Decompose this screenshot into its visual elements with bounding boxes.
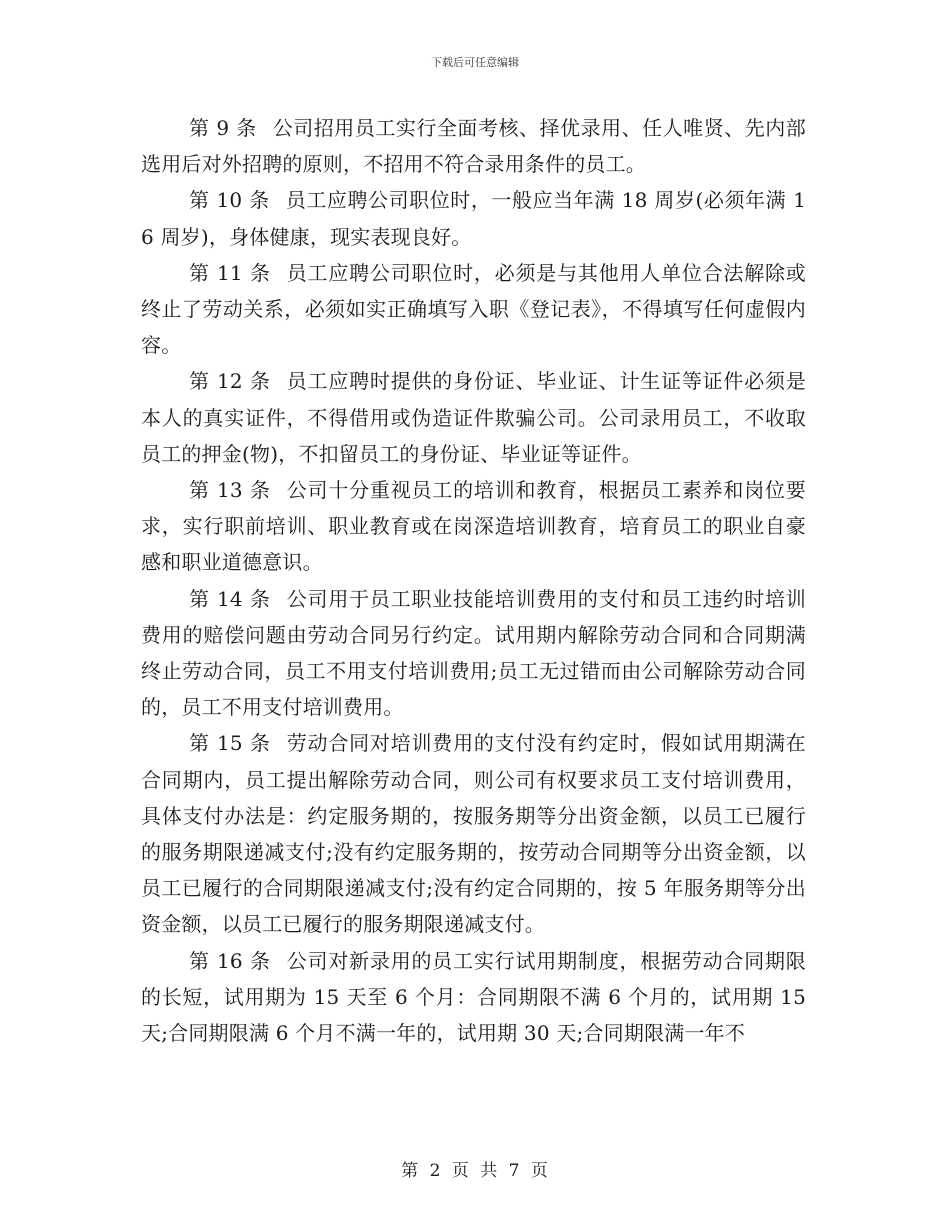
article-text: 公司招用员工实行全面考核、择优录用、任人唯贤、先内部选用后对外招聘的原则，不招用不符合录用条件的员工。 bbox=[141, 116, 806, 177]
article-15 bbox=[141, 725, 806, 942]
article-number: 第 12 条 bbox=[189, 369, 271, 394]
page-footer-prefix: 第 bbox=[401, 1161, 420, 1181]
page-unit: 页 bbox=[451, 1161, 470, 1181]
page-footer bbox=[0, 1156, 950, 1181]
article-12 bbox=[141, 363, 806, 472]
article-9 bbox=[141, 110, 806, 182]
article-text: 员工应聘公司职位时，一般应当年满 18 周岁(必须年满 16 周岁)，身体健康，现实表现良好。 bbox=[141, 188, 806, 249]
article-number: 第 11 条 bbox=[189, 260, 271, 285]
total-pages-number: 7 bbox=[508, 1161, 521, 1181]
article-text: 公司十分重视员工的培训和教育，根据员工素养和岗位要求，实行职前培训、职业教育或在岗深造培训教育，培育员工的职业自豪感和职业道德意识。 bbox=[141, 478, 806, 575]
article-number: 第 9 条 bbox=[189, 116, 257, 140]
article-number: 第 10 条 bbox=[189, 188, 270, 213]
article-number: 第 16 条 bbox=[189, 948, 271, 973]
article-text: 公司对新录用的员工实行试用期制度，根据劳动合同期限的长短，试用期为 15 天至 6 个月：合同期限不满 6 个月的，试用期 15 天;合同期限满 6 个月不满一年的，试用期 30 天;合同期限满一年不 bbox=[141, 948, 806, 1046]
article-number: 第 13 条 bbox=[189, 478, 271, 503]
article-11 bbox=[141, 255, 806, 364]
article-text: 员工应聘时提供的身份证、毕业证、计生证等证件必须是本人的真实证件，不得借用或伪造证件欺骗公司。公司录用员工，不收取员工的押金(物)，不扣留员工的身份证、毕业证等证件。 bbox=[141, 369, 806, 466]
article-number: 第 15 条 bbox=[189, 731, 271, 756]
article-14 bbox=[141, 581, 806, 726]
document-body bbox=[141, 110, 806, 1051]
article-text: 公司用于员工职业技能培训费用的支付和员工违约时培训费用的赔偿问题由劳动合同另行约定。试用期内解除劳动合同和合同期满终止劳动合同，员工不用支付培训费用;员工无过错而由公司解除劳动合同的，员工不用支付培训费用。 bbox=[141, 586, 806, 720]
page-header: 下载后可任意编辑 bbox=[431, 56, 519, 69]
article-number: 第 14 条 bbox=[189, 586, 271, 611]
article-10 bbox=[141, 182, 806, 254]
article-13 bbox=[141, 472, 806, 581]
article-text: 员工应聘公司职位时，必须是与其他用人单位合法解除或终止了劳动关系，必须如实正确填写入职《登记表》，不得填写任何虚假内容。 bbox=[141, 260, 806, 358]
article-text: 劳动合同对培训费用的支付没有约定时，假如试用期满在合同期内，员工提出解除劳动合同，则公司有权要求员工支付培训费用，具体支付办法是：约定服务期的，按服务期等分出资金额，以员工已履行的服务期限递减支付;没有约定服务期的，按劳动合同期等分出资金额，以员工已履行的合同期限递减支付;没有约定合同期的，按 5 年服务期等分出资金额，以员工已履行的服务期限递减支付。 bbox=[141, 731, 806, 937]
current-page-number: 2 bbox=[429, 1161, 442, 1181]
total-unit: 页 bbox=[530, 1161, 549, 1181]
article-16 bbox=[141, 943, 806, 1052]
total-prefix: 共 bbox=[480, 1161, 499, 1181]
